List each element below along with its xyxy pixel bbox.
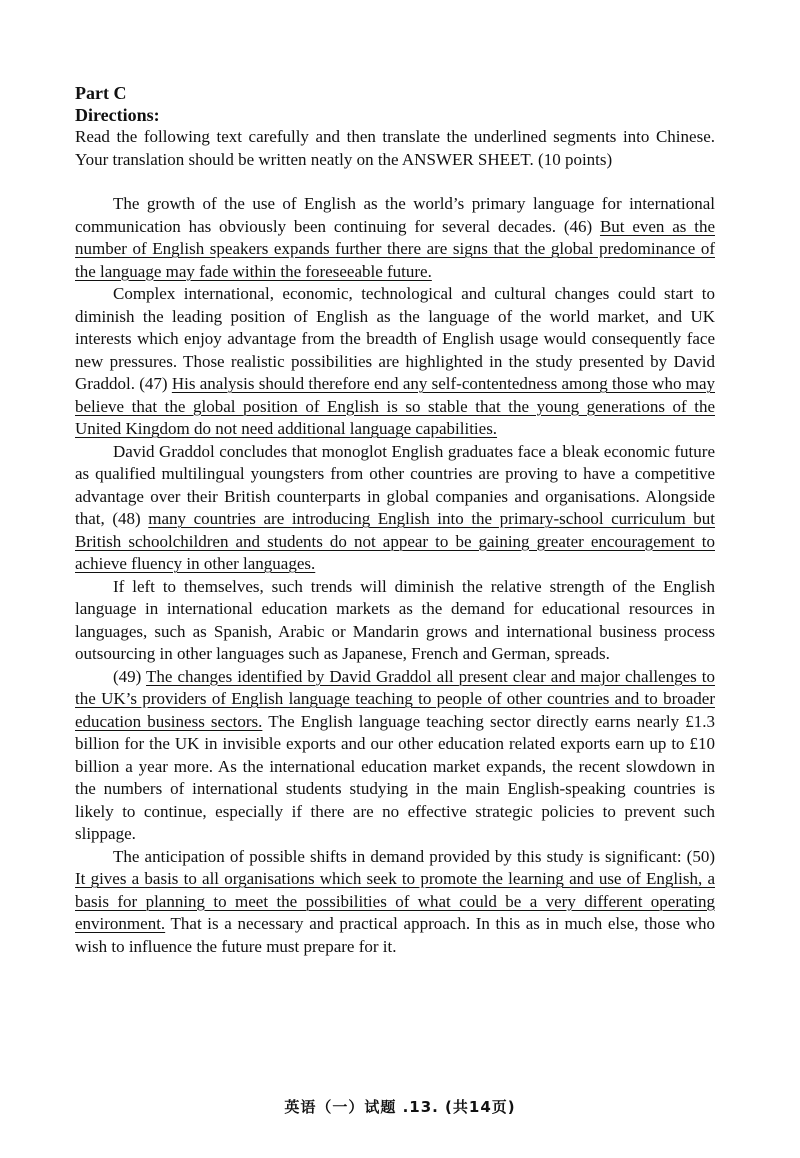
- paragraph-text: The English language teaching sector directly earns nearly £1.3 billion for the UK in invisible exports and our other education related exports earn up to £10 billion a year more. As the international education market expands, the recent slowdown in the numbers of international students studying in the main English-speaking countries is likely to continue, especially if there are no effective strategic policies to prevent such slippage.: [75, 711, 716, 843]
- directions-text: Read the following text carefully and then translate the underlined segments into Chinese. Your translation should be written neatly on the ANSWER SHEET. (10 points): [75, 127, 715, 169]
- page-footer: 英语（一）试题 .13. (共14页): [284, 1098, 516, 1116]
- paragraph-text: The anticipation of possible shifts in demand provided by this study is significant:: [113, 846, 687, 866]
- segment-number-46: (46): [563, 216, 593, 236]
- underlined-segment-50: It gives a basis to all organisations which seek to promote the learning and use of English, a basis for planning to meet the possibilities of what could be a very different operating environment.: [75, 869, 715, 933]
- paragraph-3: [75, 441, 715, 576]
- directions-label: Directions:: [75, 105, 160, 125]
- paragraph-1: [75, 193, 715, 283]
- paragraph-4: [75, 576, 715, 666]
- paragraph-text: David Graddol concludes that monoglot English graduates face a bleak economic future as qualified multilingual youngsters from other countries are proving to have a competitive advantage over their British counterparts in global companies and organisations. Alongside that,: [75, 441, 715, 528]
- paragraph-6: [75, 846, 715, 959]
- segment-number-48: (48): [112, 509, 141, 528]
- segment-number-47: (47): [139, 374, 168, 393]
- paragraph-text: If left to themselves, such trends will diminish the relative strength of the English language in international education markets as the demand for educational resources in languages, such as Spanish, Arabic or Mandarin grows and international business process outsourcing in other languages such as Japanese, French and German, spreads.: [75, 576, 715, 663]
- underlined-segment-46: But even as the number of English speakers expands further there are signs that the global predominance of the language may fade within the foreseeable future.: [75, 216, 715, 281]
- segment-number-50: (50): [686, 846, 715, 866]
- underlined-segment-47: His analysis should therefore end any self-contentedness among those who may believe that the global position of English is so stable that the young generations of the United Kingdom do not need additional language capabilities.: [75, 374, 715, 438]
- segment-number-49: (49): [113, 666, 142, 686]
- part-title: Part C: [75, 83, 127, 103]
- paragraph-2: [75, 283, 715, 441]
- paragraph-5: [75, 666, 715, 846]
- exam-page: [75, 82, 715, 958]
- paragraph-text: That is a necessary and practical approach. In this as in much else, those who wish to influence the future must prepare for it.: [75, 914, 715, 956]
- paragraph-text: The growth of the use of English as the world’s primary language for international communication has obviously been continuing for several decades.: [75, 194, 715, 236]
- underlined-segment-49: The changes identified by David Graddol all present clear and major challenges to the UK’s providers of English language teaching to people of other countries and to broader education business sectors.: [75, 666, 715, 731]
- underlined-segment-48: many countries are introducing English into the primary-school curriculum but British schoolchildren and students do not appear to be gaining greater encouragement to achieve fluency in other languages.: [75, 509, 716, 573]
- article: [75, 193, 715, 958]
- paragraph-text: Complex international, economic, technological and cultural changes could start to diminish the leading position of English as the language of the world market, and UK interests which enjoy advantage from the breadth of English usage would consequently face new pressures. Those realistic possibilities are highlighted in the study presented by David Graddol.: [75, 284, 715, 393]
